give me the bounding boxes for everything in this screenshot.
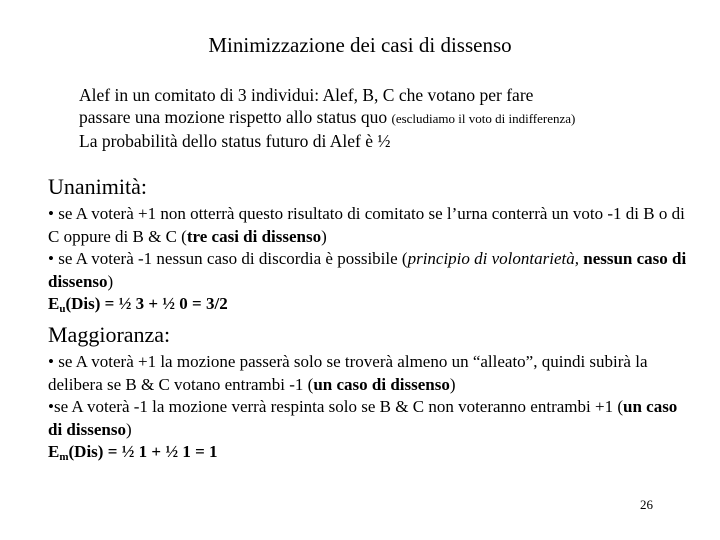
majority-formula-rest: (Dis) = ½ 1 + ½ 1 = 1 xyxy=(68,442,218,462)
intro-note: (escludiamo il voto di indifferenza) xyxy=(391,111,576,126)
unanimity-bullet-2-end: ) xyxy=(107,271,114,291)
majority-formula-sub: m xyxy=(59,451,69,464)
majority-bullet-2-bold: un caso di dissenso xyxy=(48,397,678,439)
majority-bullet-2 xyxy=(48,396,688,441)
unanimity-formula-rest: (Dis) = ½ 3 + ½ 0 = 3/2 xyxy=(65,294,228,314)
unanimity-formula xyxy=(48,293,688,316)
intro-line-3: La probabilità dello status futuro di Alef è ½ xyxy=(79,131,391,151)
unanimity-bullet-2 xyxy=(48,248,688,293)
slide-title: Minimizzazione dei casi di dissenso xyxy=(208,33,512,57)
majority-bullet-1 xyxy=(48,351,688,396)
intro-paragraph xyxy=(79,84,699,152)
unanimity-formula-e: E xyxy=(48,294,60,314)
majority-bullet-2-text: •se A voterà -1 la mozione verrà respinta solo se B & C non voteranno entrambi +1 ( xyxy=(48,397,623,417)
unanimity-bullet-1 xyxy=(48,203,688,248)
unanimity-formula-sub: u xyxy=(59,303,66,316)
majority-bullet-1-text: • se A voterà +1 la mozione passerà solo se troverà almeno un “alleato”, quindi subirà la delibera se B & C votano entrambi -1 ( xyxy=(48,352,648,394)
majority-formula-e: E xyxy=(48,442,60,462)
majority-formula xyxy=(48,441,688,464)
majority-heading: Maggioranza: xyxy=(48,322,171,347)
unanimity-bullet-2-text: • se A voterà -1 nessun caso di discordia è possibile ( xyxy=(48,249,408,269)
unanimity-section xyxy=(48,203,688,316)
page-number: 26 xyxy=(640,497,653,512)
unanimity-bullet-1-text: • se A voterà +1 non otterrà questo risultato di comitato se l’urna conterrà un voto -1 di B o di C oppure di B & C ( xyxy=(48,204,685,246)
majority-bullet-1-bold: un caso di dissenso xyxy=(313,374,450,394)
majority-bullet-1-end: ) xyxy=(449,374,456,394)
unanimity-bullet-1-bold: tre casi di dissenso xyxy=(186,226,322,246)
unanimity-bullet-2-italic: principio di volontarietà, xyxy=(407,249,579,269)
intro-line-2 xyxy=(79,106,699,130)
unanimity-bullet-2-bold: nessun caso di dissenso xyxy=(48,249,687,291)
intro-line-2-text: passare una mozione rispetto allo status quo xyxy=(79,107,392,127)
majority-section xyxy=(48,351,688,464)
intro-line-1: Alef in un comitato di 3 individui: Alef, B, C che votano per fare xyxy=(79,85,534,105)
unanimity-bullet-1-end: ) xyxy=(321,226,327,246)
majority-bullet-2-end: ) xyxy=(125,419,132,439)
unanimity-heading: Unanimità: xyxy=(48,174,147,199)
